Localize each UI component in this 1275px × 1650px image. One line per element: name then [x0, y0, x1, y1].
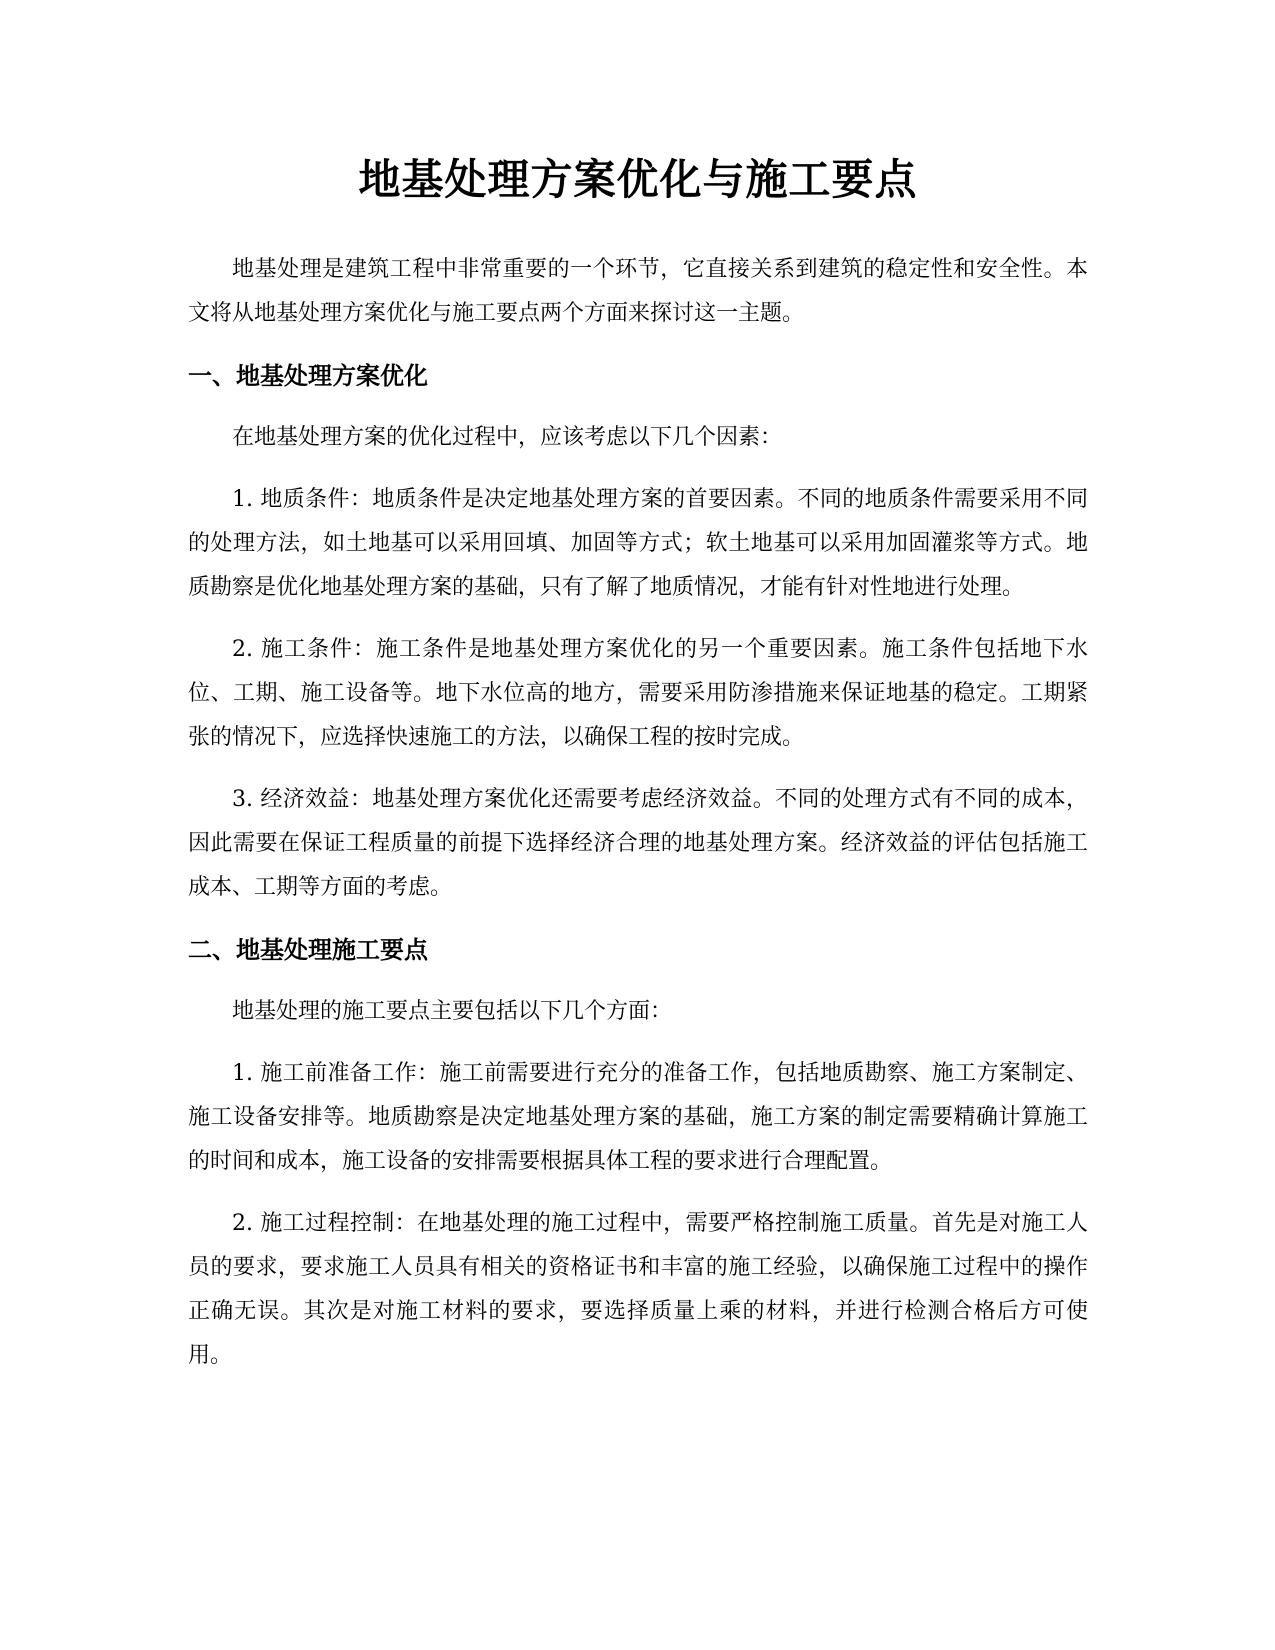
section-lead-optimization: 在地基处理方案的优化过程中，应该考虑以下几个因素： [232, 425, 783, 450]
list-item-economic-benefit: 3. 经济效益：地基处理方案优化还需要考虑经济效益。不同的处理方式有不同的成本，因此需要在保证工程质量的前提下选择经济合理的地基处理方案。经济效益的评估包括施工成本、工期等方面的考虑。 [188, 787, 1088, 900]
document-body [188, 150, 1088, 1396]
document-title: 地基处理方案优化与施工要点 [358, 155, 918, 204]
section-heading-construction: 二、地基处理施工要点 [188, 936, 428, 964]
list-item-construction-conditions: 2. 施工条件：施工条件是地基处理方案优化的另一个重要因素。施工条件包括地下水位、工期、施工设备等。地下水位高的地方，需要采用防渗措施来保证地基的稳定。工期紧张的情况下，应选择快速施工的方法，以确保工程的按时完成。 [188, 637, 1088, 750]
list-item-preparation: 1. 施工前准备工作：施工前需要进行充分的准备工作，包括地质勘察、施工方案制定、施工设备安排等。地质勘察是决定地基处理方案的基础，施工方案的制定需要精确计算施工的时间和成本，施工设备的安排需要根据具体工程的要求进行合理配置。 [188, 1061, 1088, 1174]
list-item-geology: 1. 地质条件：地质条件是决定地基处理方案的首要因素。不同的地质条件需要采用不同的处理方法，如土地基可以采用回填、加固等方式；软土地基可以采用加固灌浆等方式。地质勘察是优化地基处理方案的基础，只有了解了地质情况，才能有针对性地进行处理。 [188, 487, 1088, 600]
intro-paragraph: 地基处理是建筑工程中非常重要的一个环节，它直接关系到建筑的稳定性和安全性。本文将从地基处理方案优化与施工要点两个方面来探讨这一主题。 [188, 257, 1088, 326]
list-item-process-control: 2. 施工过程控制：在地基处理的施工过程中，需要严格控制施工质量。首先是对施工人员的要求，要求施工人员具有相关的资格证书和丰富的施工经验，以确保施工过程中的操作正确无误。其次是对施工材料的要求，要选择质量上乘的材料，并进行检测合格后方可使用。 [188, 1211, 1088, 1368]
section-heading-optimization: 一、地基处理方案优化 [188, 362, 428, 390]
section-lead-construction: 地基处理的施工要点主要包括以下几个方面： [232, 999, 673, 1024]
